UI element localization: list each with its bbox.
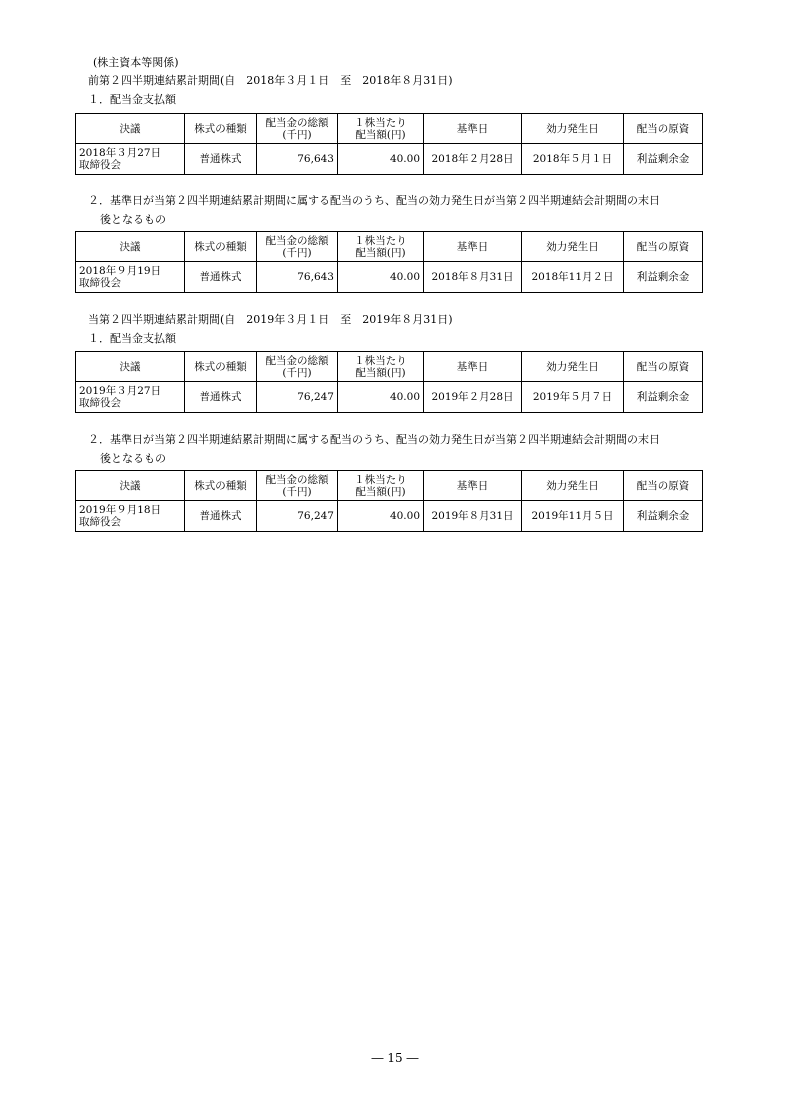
cell-effective-date: 2018年５月１日 [522,144,624,175]
page-number: ― 15 ― [371,1051,419,1065]
table-row [76,382,703,413]
header-per-share: １株当たり 配当額(円) [338,114,424,144]
table-header-row [76,114,703,144]
header-record-date: 基準日 [424,232,522,262]
table-row [76,501,703,532]
header-stock-type: 株式の種類 [185,352,257,382]
cell-per-share: 40.00 [338,144,424,175]
header-effective-date: 効力発生日 [522,471,624,501]
header-per-share: １株当たり 配当額(円) [338,352,424,382]
previous-period-title: 前第２四半期連結累計期間(自 2018年３月１日 至 2018年８月31日) [88,74,453,87]
current-dividends-after-period-table [75,470,703,532]
cell-resolution: 2019年３月27日 取締役会 [76,382,185,413]
previous-dividends-paid-table [75,113,703,175]
cell-effective-date: 2019年５月７日 [522,382,624,413]
header-per-share: １株当たり 配当額(円) [338,232,424,262]
cell-resolution: 2018年９月19日 取締役会 [76,262,185,293]
header-source: 配当の原資 [624,471,703,501]
current-dividends-paid-table [75,351,703,413]
header-total: 配当金の総額 (千円) [257,114,338,144]
cell-source: 利益剰余金 [624,144,703,175]
cell-effective-date: 2018年11月２日 [522,262,624,293]
header-resolution: 決議 [76,114,185,144]
header-source: 配当の原資 [624,114,703,144]
header-effective-date: 効力発生日 [522,232,624,262]
cell-source: 利益剰余金 [624,501,703,532]
header-resolution: 決議 [76,471,185,501]
header-record-date: 基準日 [424,114,522,144]
header-stock-type: 株式の種類 [185,471,257,501]
cell-source: 利益剰余金 [624,262,703,293]
cell-resolution: 2019年９月18日 取締役会 [76,501,185,532]
cell-effective-date: 2019年11月５日 [522,501,624,532]
header-record-date: 基準日 [424,352,522,382]
current-sec2-title-line1: ２．基準日が当第２四半期連結累計期間に属する配当のうち、配当の効力発生日が当第２四半期連結会計期間の末日 [88,433,660,446]
previous-sec2-title-line1: ２．基準日が当第２四半期連結累計期間に属する配当のうち、配当の効力発生日が当第２四半期連結会計期間の末日 [88,194,660,207]
current-sec1-title: １．配当金支払額 [88,332,176,345]
previous-dividends-after-period-table [75,231,703,293]
previous-sec2-title-line2: 後となるもの [100,213,166,226]
header-source: 配当の原資 [624,232,703,262]
header-record-date: 基準日 [424,471,522,501]
header-effective-date: 効力発生日 [522,352,624,382]
cell-record-date: 2019年２月28日 [424,382,522,413]
cell-resolution: 2018年３月27日 取締役会 [76,144,185,175]
section-heading: (株主資本等関係) [93,56,179,69]
cell-source: 利益剰余金 [624,382,703,413]
cell-record-date: 2019年８月31日 [424,501,522,532]
cell-per-share: 40.00 [338,382,424,413]
cell-total: 76,643 [257,144,338,175]
cell-stock-type: 普通株式 [185,382,257,413]
header-total: 配当金の総額 (千円) [257,352,338,382]
header-stock-type: 株式の種類 [185,114,257,144]
cell-stock-type: 普通株式 [185,144,257,175]
table-header-row [76,352,703,382]
cell-per-share: 40.00 [338,501,424,532]
header-resolution: 決議 [76,352,185,382]
cell-total: 76,247 [257,382,338,413]
header-stock-type: 株式の種類 [185,232,257,262]
header-per-share: １株当たり 配当額(円) [338,471,424,501]
current-sec2-title-line2: 後となるもの [100,452,166,465]
cell-total: 76,643 [257,262,338,293]
table-row [76,144,703,175]
cell-total: 76,247 [257,501,338,532]
cell-per-share: 40.00 [338,262,424,293]
header-effective-date: 効力発生日 [522,114,624,144]
table-row [76,262,703,293]
cell-record-date: 2018年８月31日 [424,262,522,293]
previous-sec1-title: １．配当金支払額 [88,93,176,106]
header-source: 配当の原資 [624,352,703,382]
table-header-row [76,232,703,262]
header-total: 配当金の総額 (千円) [257,232,338,262]
cell-stock-type: 普通株式 [185,262,257,293]
current-period-title: 当第２四半期連結累計期間(自 2019年３月１日 至 2019年８月31日) [88,313,453,326]
cell-record-date: 2018年２月28日 [424,144,522,175]
header-resolution: 決議 [76,232,185,262]
header-total: 配当金の総額 (千円) [257,471,338,501]
table-header-row [76,471,703,501]
cell-stock-type: 普通株式 [185,501,257,532]
